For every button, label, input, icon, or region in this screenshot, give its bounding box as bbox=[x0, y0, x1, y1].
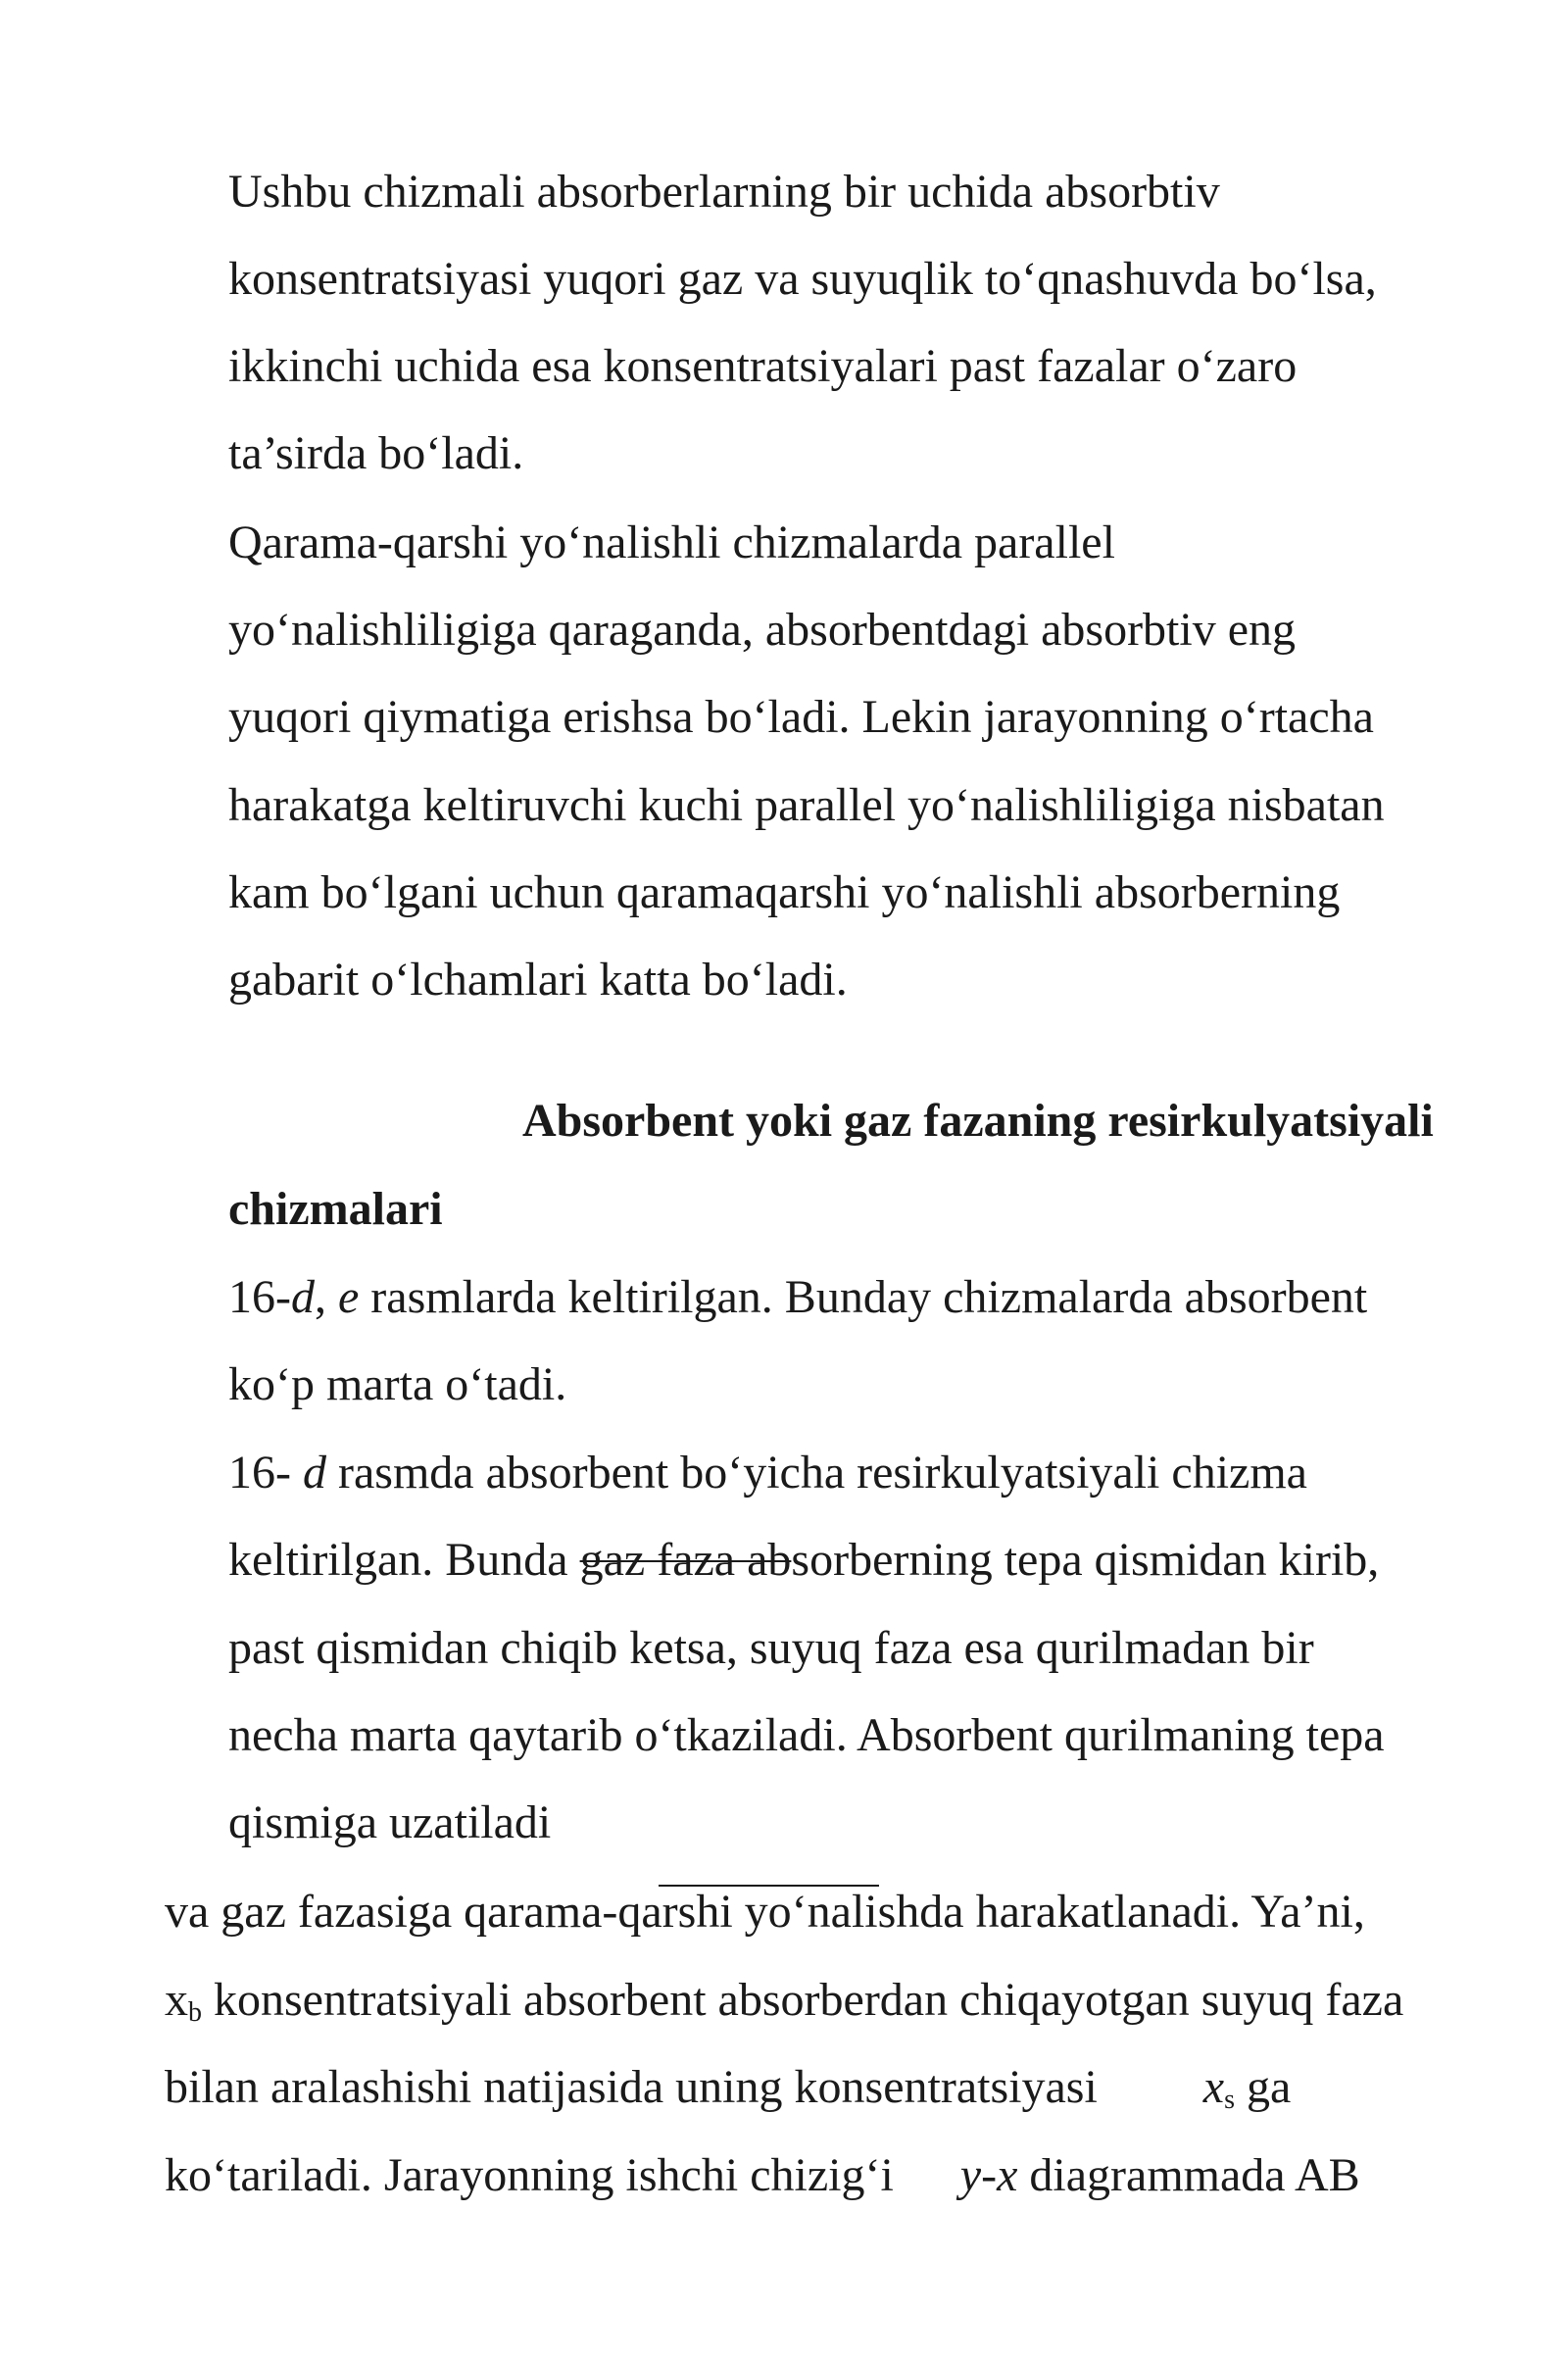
section-heading-line-2: chizmalari bbox=[228, 1183, 443, 1235]
paragraph-2-line-3: yuqori qiymatiga erishsa bo‘ladi. Lekin jarayonning o‘rtacha bbox=[228, 691, 1374, 743]
paragraph-4-line-5: qismiga uzatiladi bbox=[228, 1796, 552, 1848]
paragraph-1-line-4: ta’sirda bo‘ladi. bbox=[228, 427, 524, 479]
paragraph-5-line-1: va gaz fazasiga qarama-qarshi yo‘nalishda harakatlanadi. Ya’ni, bbox=[165, 1886, 1365, 1938]
paragraph-1-line-3: ikkinchi uchida esa konsentratsiyalari past fazalar o‘zaro bbox=[228, 340, 1298, 392]
paragraph-2-line-6: gabarit o‘lchamlari katta bo‘ladi. bbox=[228, 954, 848, 1006]
paragraph-1-line-2: konsentratsiyasi yuqori gaz va suyuqlik to‘qnashuvda bo‘lsa, bbox=[228, 253, 1377, 305]
paragraph-5-line-2: $x_b$ konsentratsiyali absorbent absorberdan chiqayotgan suyuq faza bbox=[165, 1974, 1404, 2028]
paragraph-4-line-2: keltirilgan. Bunda gaz faza absorberning tepa qismidan kirib, bbox=[228, 1534, 1380, 1586]
paragraph-4-line-4: necha marta qaytarib o‘tkaziladi. Absorbent qurilmaning tepa bbox=[228, 1709, 1385, 1761]
paragraph-2-line-5: kam bo‘lgani uchun qaramaqarshi yo‘nalishli absorberning bbox=[228, 866, 1341, 918]
paragraph-5-line-3: bilan aralashishi natijasida uning konsentratsiyasi $x_s$ ga bbox=[165, 2061, 1292, 2115]
paragraph-2-line-4: harakatga keltiruvchi kuchi parallel yo‘nalishliligiga nisbatan bbox=[228, 779, 1385, 831]
paragraph-3-line-1: 16-d, e rasmlarda keltirilgan. Bunday chizmalarda absorbent bbox=[228, 1271, 1368, 1323]
paragraph-3-line-2: ko‘p marta o‘tadi. bbox=[228, 1358, 567, 1410]
paragraph-4-line-3: past qismidan chiqib ketsa, suyuq faza esa qurilmadan bir bbox=[228, 1622, 1314, 1674]
paragraph-4-line-1: 16- d rasmda absorbent bo‘yicha resirkulyatsiyali chizma bbox=[228, 1447, 1307, 1499]
paragraph-5-line-4: ko‘tariladi. Jarayonning ishchi chizig‘i y-x diagrammada AB bbox=[165, 2149, 1360, 2201]
paragraph-1-line-1: Ushbu chizmali absorberlarning bir uchida absorbtiv bbox=[228, 166, 1220, 218]
paragraph-2-line-1: Qarama-qarshi yo‘nalishli chizmalarda parallel bbox=[228, 516, 1115, 568]
strikethrough-text: gaz faza ab bbox=[579, 1534, 792, 1586]
section-heading-line-1: Absorbent yoki gaz fazaning resirkulyatsiyali bbox=[522, 1095, 1434, 1147]
paragraph-2-line-2: yo‘nalishliligiga qaraganda, absorbentdagi absorbtiv eng bbox=[228, 604, 1297, 656]
